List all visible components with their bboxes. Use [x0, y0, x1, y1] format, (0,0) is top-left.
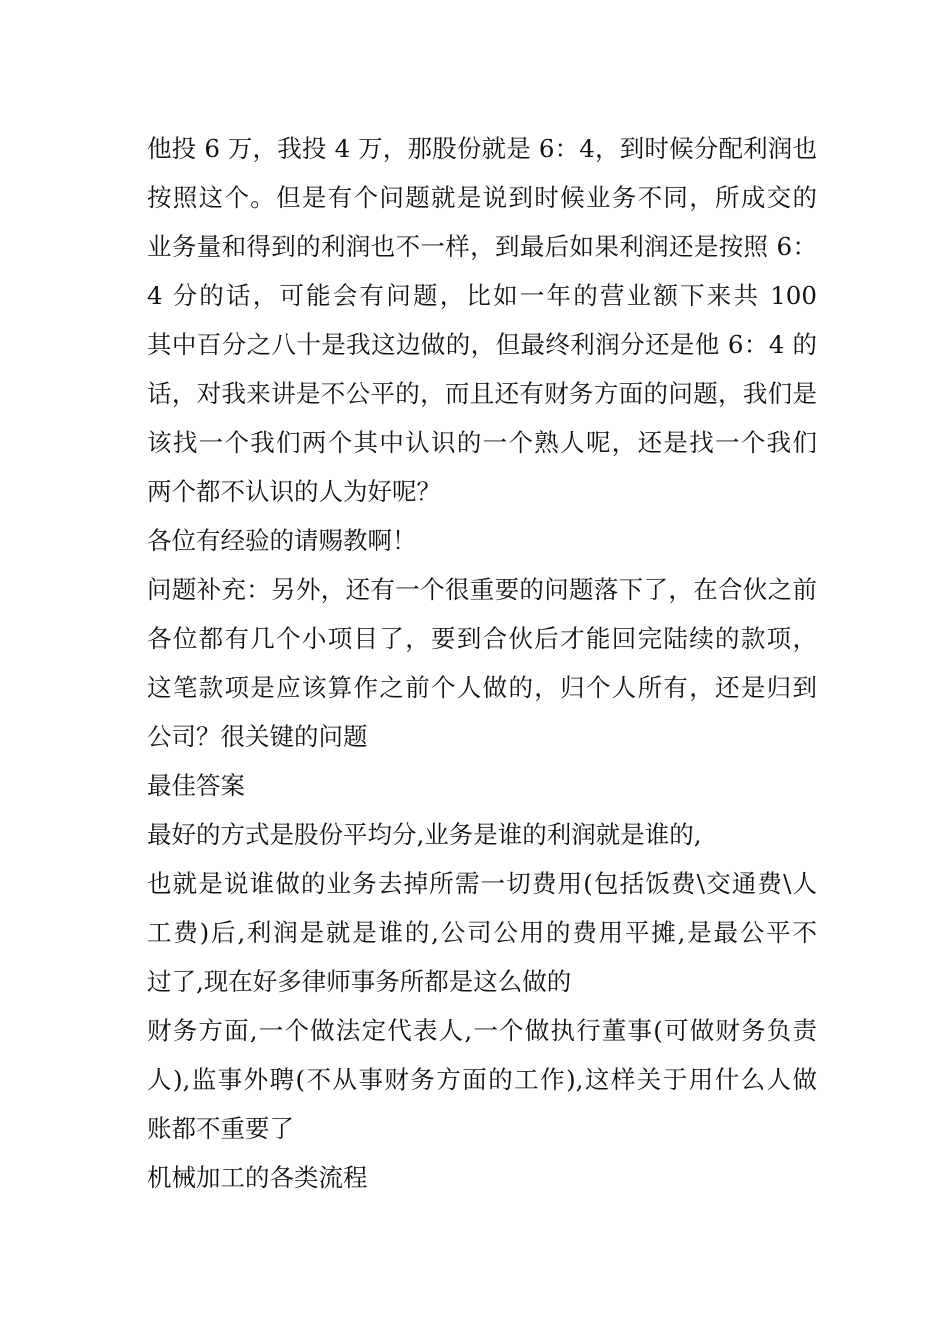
text-line: 问题补充：另外，还有一个很重要的问题落下了，在合伙之前 — [147, 575, 817, 604]
text-line: 这笔款项是应该算作之前个人做的，归个人所有，还是归到 — [147, 673, 817, 702]
text-line: 业务量和得到的利润也不一样，到最后如果利润还是按照 6： — [147, 232, 817, 261]
text-line: 该找一个我们两个其中认识的一个熟人呢，还是找一个我们 — [147, 428, 817, 457]
text-line: 人),监事外聘(不从事财务方面的工作),这样关于用什么人做 — [147, 1065, 817, 1094]
text-line: 最好的方式是股份平均分,业务是谁的利润就是谁的, — [147, 820, 702, 849]
text-line: 按照这个。但是有个问题就是说到时候业务不同，所成交的 — [147, 183, 817, 212]
text-line: 话，对我来讲是不公平的，而且还有财务方面的问题，我们是 — [147, 379, 817, 408]
text-line: 各位有经验的请赐教啊！ — [147, 526, 417, 555]
text-line: 两个都不认识的人为好呢？ — [147, 477, 441, 506]
section-heading: 最佳答案 — [147, 771, 245, 800]
text-line: 过了,现在好多律师事务所都是这么做的 — [147, 967, 572, 996]
document-body — [147, 124, 817, 1202]
text-line: 账都不重要了 — [147, 1114, 294, 1143]
text-line: 公司？很关键的问题 — [147, 722, 368, 751]
text-line: 财务方面,一个做法定代表人,一个做执行董事(可做财务负责 — [147, 1016, 817, 1045]
text-line: 各位都有几个小项目了，要到合伙后才能回完陆续的款项， — [147, 624, 817, 653]
text-line: 工费)后,利润是就是谁的,公司公用的费用平摊,是最公平不 — [147, 918, 817, 947]
text-line: 他投 6 万，我投 4 万，那股份就是 6：4，到时候分配利润也 — [147, 134, 817, 163]
text-line: 其中百分之八十是我这边做的，但最终利润分还是他 6：4 的 — [147, 330, 817, 359]
section-heading: 机械加工的各类流程 — [147, 1163, 368, 1192]
text-line: 4 分的话，可能会有问题，比如一年的营业额下来共 100 — [147, 281, 817, 310]
text-line: 也就是说谁做的业务去掉所需一切费用(包括饭费\交通费\人 — [147, 869, 817, 898]
